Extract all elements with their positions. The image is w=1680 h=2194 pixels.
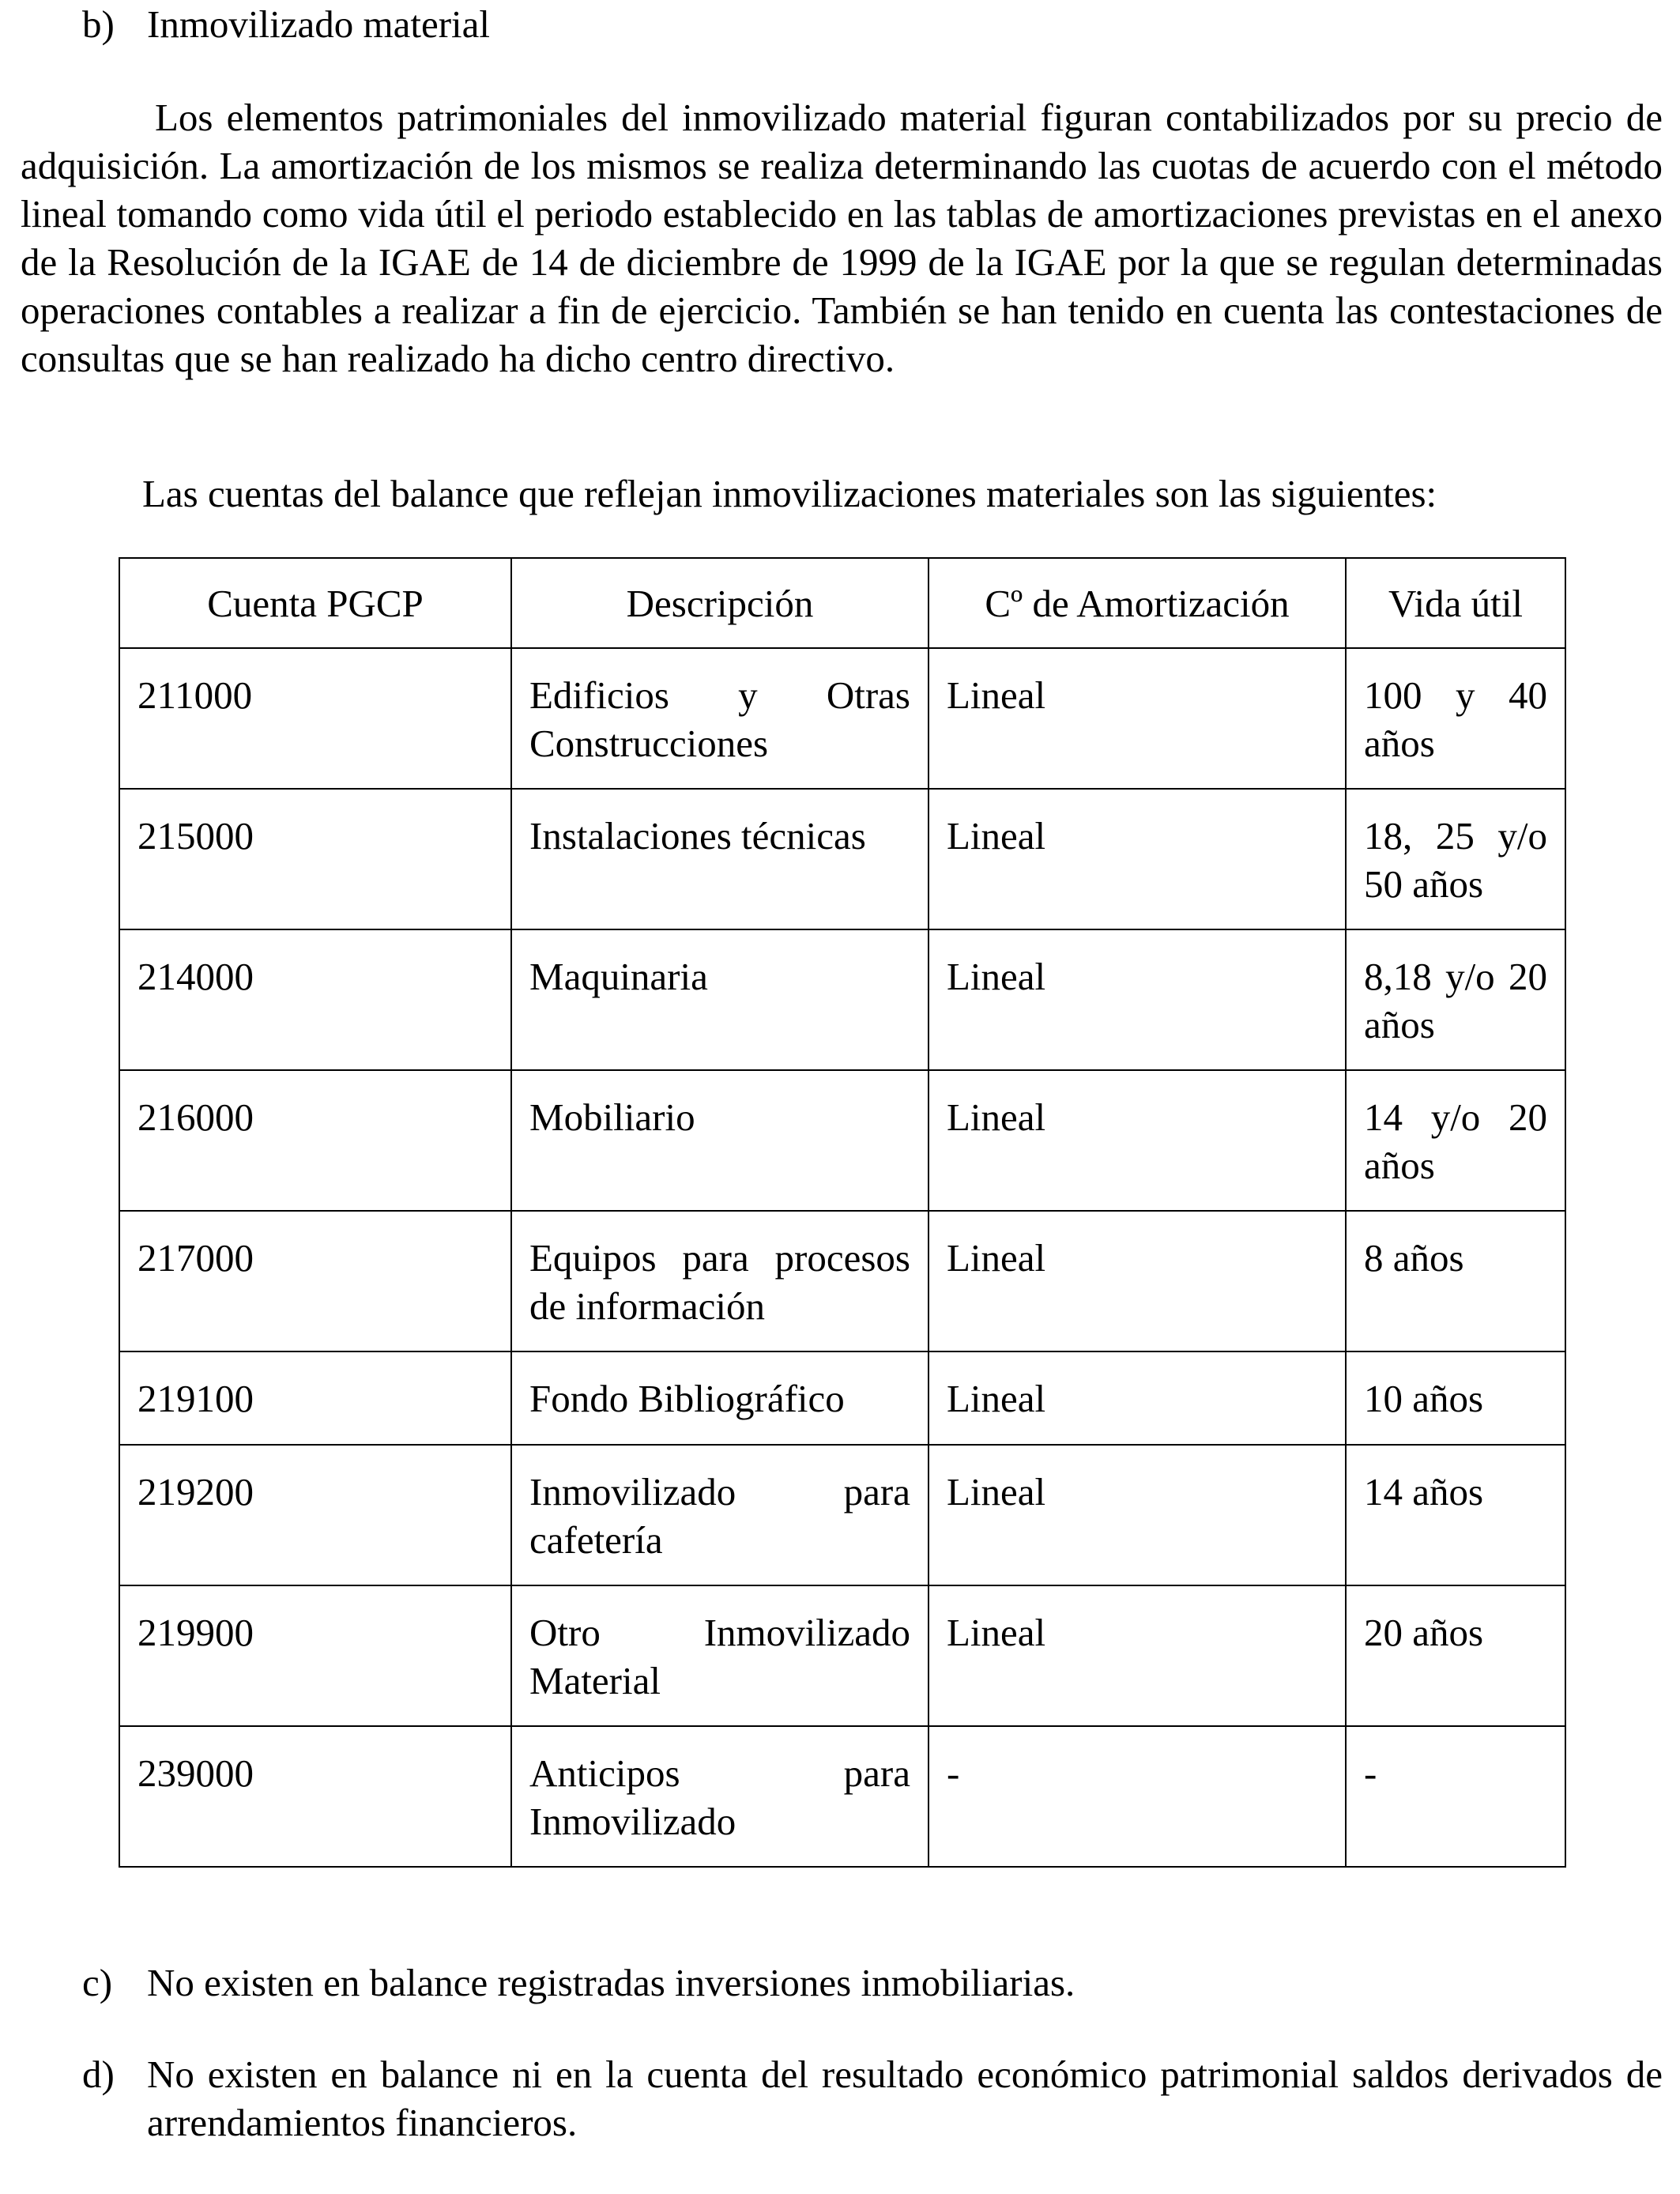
table-row [119,648,1565,789]
cell-descripcion: Instalaciones técnicas [511,789,929,929]
header-cuenta: Cuenta PGCP [119,558,511,648]
cell-vida-util: 10 años [1346,1351,1565,1445]
cell-descripcion: Otro Inmovilizado Material [511,1585,929,1726]
cell-descripcion: Anticipos para Inmovilizado [511,1726,929,1867]
cell-cuenta: 211000 [119,648,511,789]
cell-vida-util: 8 años [1346,1211,1565,1351]
cell-amortizacion: Lineal [929,648,1346,789]
cell-amortizacion: - [929,1726,1346,1867]
cell-descripcion: Equipos para procesos de información [511,1211,929,1351]
cell-vida-util: 14 años [1346,1445,1565,1585]
cell-descripcion: Fondo Bibliográfico [511,1351,929,1445]
cell-amortizacion: Lineal [929,1070,1346,1211]
table-header-row [119,558,1565,648]
table-row [119,1585,1565,1726]
list-item-d [82,2050,1663,2147]
table-row [119,1070,1565,1211]
cell-cuenta: 239000 [119,1726,511,1867]
cell-cuenta: 216000 [119,1070,511,1211]
assets-table [119,557,1566,1868]
list-item-text: No existen en balance ni en la cuenta del resultado económico patrimonial saldos derivados de arrendamientos financieros. [147,2053,1663,2144]
table-row [119,1726,1565,1867]
list-marker: d) [82,2053,115,2096]
cell-amortizacion: Lineal [929,1211,1346,1351]
table-row [119,1351,1565,1445]
cell-descripcion: Inmovilizado para cafetería [511,1445,929,1585]
header-amortizacion: Cº de Amortización [929,558,1346,648]
cell-cuenta: 214000 [119,929,511,1070]
header-descripcion: Descripción [511,558,929,648]
cell-descripcion: Mobiliario [511,1070,929,1211]
table-row [119,1445,1565,1585]
cell-vida-util: 14 y/o 20 años [1346,1070,1565,1211]
table-row [119,1211,1565,1351]
cell-amortizacion: Lineal [929,1445,1346,1585]
cell-amortizacion: Lineal [929,1585,1346,1726]
cell-vida-util: - [1346,1726,1565,1867]
cell-cuenta: 219200 [119,1445,511,1585]
cell-cuenta: 219100 [119,1351,511,1445]
list-item-c [82,1958,1663,2007]
cell-vida-util: 20 años [1346,1585,1565,1726]
cell-vida-util: 100 y 40 años [1346,648,1565,789]
list-marker: c) [82,1961,113,2004]
list-item-text: No existen en balance registradas inversiones inmobiliarias. [147,1961,1075,2004]
paragraph-table-intro: Las cuentas del balance que reflejan inmovilizaciones materiales son las siguientes: [142,472,1437,515]
table-row [119,929,1565,1070]
paragraph-valuation-policy: Los elementos patrimoniales del inmovilizado material figuran contabilizados por su precio de adquisición. La amortización de los mismos se realiza determinando las cuotas de acuerdo con el método lineal tomando como vida útil el periodo establecido en las tablas de amortizaciones previstas en el anexo de la Resolución de la IGAE de 14 de diciembre de 1999 de la IGAE por la que se regulan determinadas operaciones contables a realizar a fin de ejercicio. También se han tenido en cuenta las contestaciones de consultas que se han realizado ha dicho centro directivo. [21,96,1663,380]
cell-cuenta: 219900 [119,1585,511,1726]
section-marker: b) [82,2,115,46]
section-title: Inmovilizado material [147,2,491,46]
cell-descripcion: Maquinaria [511,929,929,1070]
cell-amortizacion: Lineal [929,929,1346,1070]
cell-cuenta: 215000 [119,789,511,929]
cell-amortizacion: Lineal [929,789,1346,929]
cell-vida-util: 8,18 y/o 20 años [1346,929,1565,1070]
cell-descripcion: Edificios y Otras Construcciones [511,648,929,789]
cell-vida-util: 18, 25 y/o 50 años [1346,789,1565,929]
cell-amortizacion: Lineal [929,1351,1346,1445]
header-vida-util: Vida útil [1346,558,1565,648]
cell-cuenta: 217000 [119,1211,511,1351]
table-row [119,789,1565,929]
